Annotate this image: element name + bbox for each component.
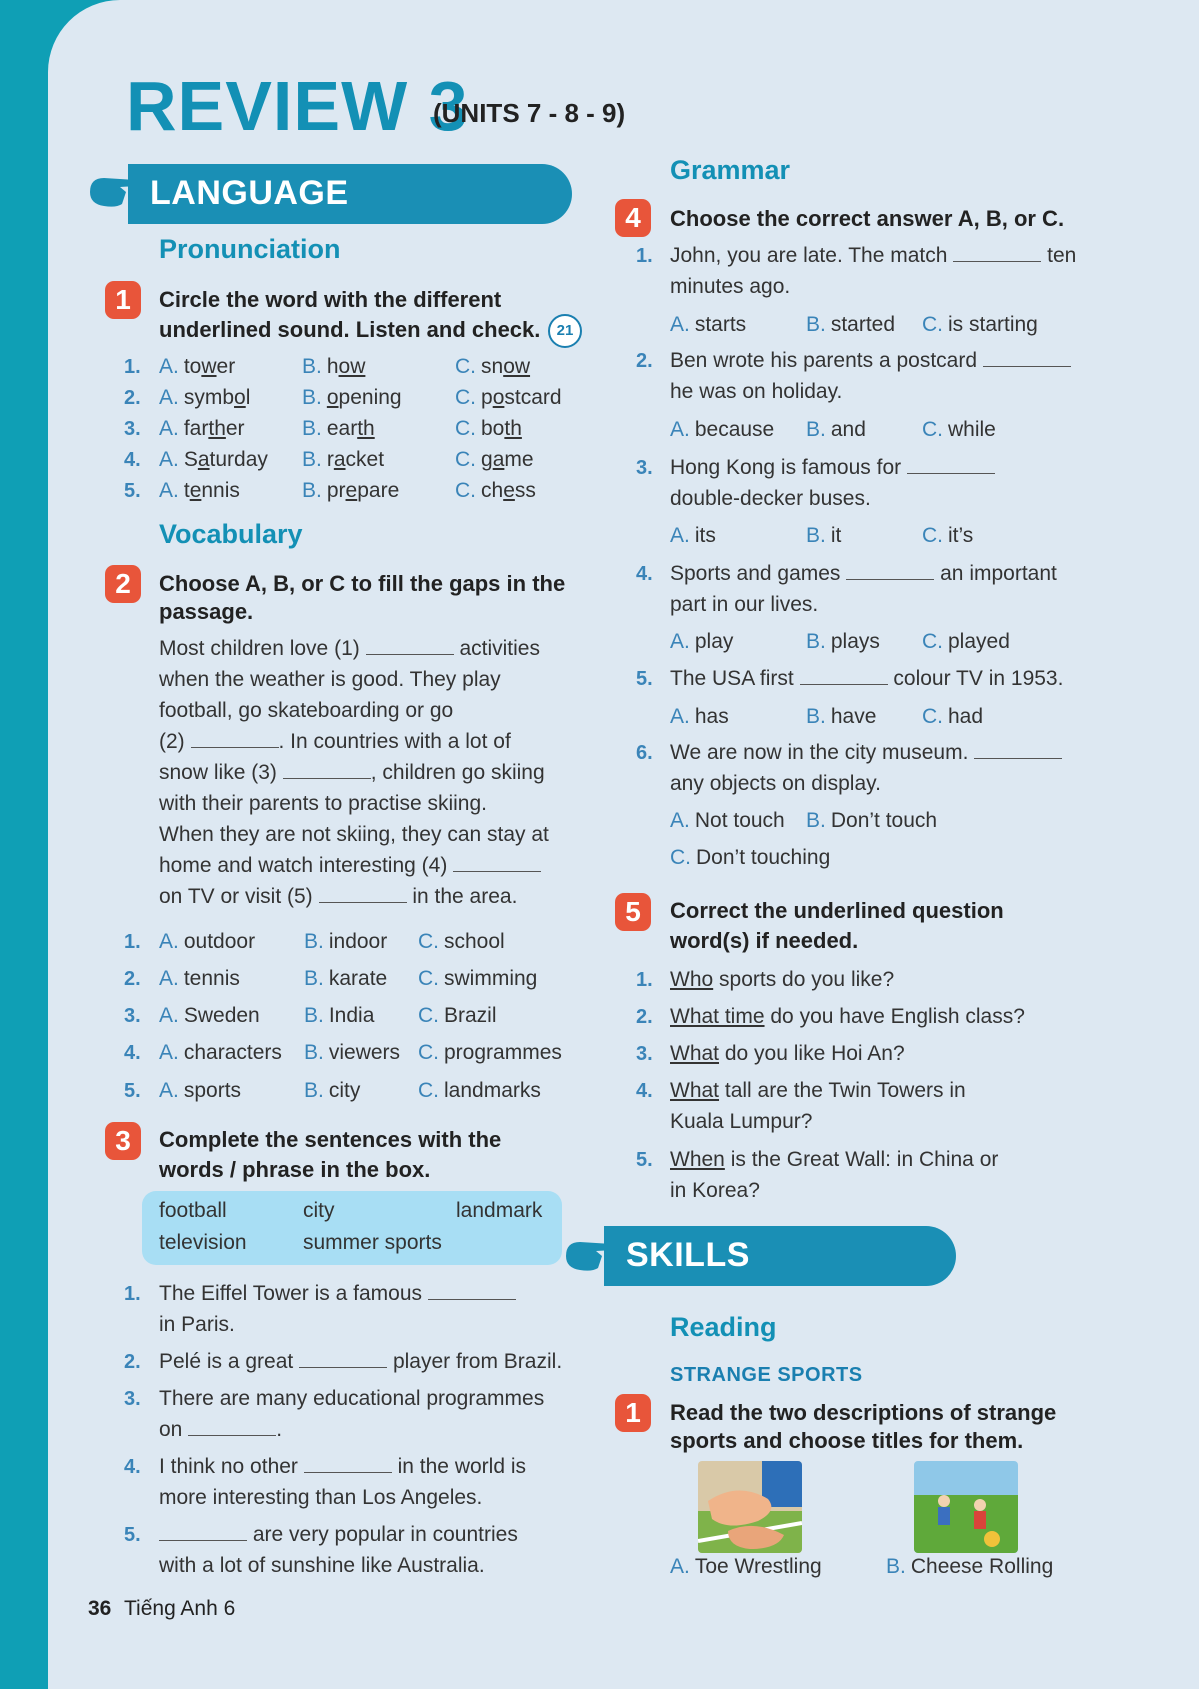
- item-number: 1.: [124, 1283, 141, 1305]
- sentence-line: The Eiffel Tower is a famous: [159, 1278, 516, 1309]
- underlined-word[interactable]: What: [670, 1079, 720, 1102]
- option-b[interactable]: B. indoor: [304, 930, 388, 953]
- item-number: 3.: [636, 1043, 653, 1065]
- option-a[interactable]: A. sports: [159, 1079, 242, 1102]
- exercise-1-instruction-line1: Circle the word with the different: [159, 287, 502, 312]
- option-c[interactable]: C. played: [922, 630, 1010, 653]
- blank[interactable]: [800, 666, 888, 685]
- exercise-3-badge: 3: [105, 1122, 141, 1160]
- question-line: part in our lives.: [670, 593, 819, 616]
- item-number: 5.: [124, 1524, 141, 1546]
- exercise-5-instruction-line1: Correct the underlined question: [670, 898, 1004, 923]
- option-b[interactable]: B. city: [304, 1079, 361, 1102]
- passage-line: with their parents to practise skiing.: [159, 792, 487, 815]
- row-number: 3.: [124, 418, 141, 440]
- option-a[interactable]: A. Not touch: [670, 809, 785, 832]
- reading-heading: Reading: [670, 1312, 777, 1342]
- sentence-line: on .: [159, 1418, 283, 1441]
- question-line: he was on holiday.: [670, 380, 843, 403]
- word-box-item: football: [159, 1199, 227, 1222]
- exercise-1-badge: 1: [105, 281, 141, 319]
- option-a[interactable]: A. has: [670, 705, 729, 728]
- underlined-word[interactable]: What: [670, 1042, 720, 1065]
- option-c[interactable]: C. chess: [455, 479, 536, 502]
- language-banner: [128, 164, 572, 224]
- question-line: What time do you have English class?: [670, 1005, 1025, 1028]
- cheese-rolling-picture: [914, 1461, 1018, 1553]
- option-a[interactable]: A. play: [670, 630, 734, 653]
- item-number: 5.: [636, 1149, 653, 1171]
- row-number: 5.: [124, 1080, 141, 1102]
- passage-line: When they are not skiing, they can stay at: [159, 823, 549, 846]
- book-title: Tiếng Anh 6: [124, 1597, 236, 1620]
- question-number: 6.: [636, 742, 653, 764]
- blank[interactable]: [846, 561, 934, 580]
- option-b[interactable]: B. viewers: [304, 1041, 401, 1064]
- option-c[interactable]: C. while: [922, 418, 996, 441]
- passage-line: (2) . In countries with a lot of: [159, 730, 511, 753]
- word-box-item: summer sports: [303, 1231, 442, 1254]
- option-a[interactable]: A. farther: [159, 417, 245, 440]
- exercise-1-instruction-line2: underlined sound. Listen and check.: [159, 317, 541, 342]
- question-line: Hong Kong is famous for: [670, 452, 995, 483]
- option-a[interactable]: A. symbol: [159, 386, 251, 409]
- option-b[interactable]: B. Don’t touch: [806, 809, 938, 832]
- row-number: 4.: [124, 1042, 141, 1064]
- sentence-line: with a lot of sunshine like Australia.: [159, 1554, 485, 1577]
- gap-4[interactable]: [453, 853, 541, 872]
- option-b[interactable]: B. and: [806, 418, 866, 441]
- pronunciation-heading: Pronunciation: [159, 234, 341, 264]
- word-box-item: television: [159, 1231, 247, 1254]
- blank[interactable]: [428, 1281, 516, 1300]
- page-title: REVIEW 3: [126, 67, 469, 145]
- toe-wrestling-picture: [698, 1461, 802, 1553]
- passage-line: when the weather is good. They play: [159, 668, 501, 691]
- option-b[interactable]: B. have: [806, 705, 877, 728]
- question-line: minutes ago.: [670, 275, 791, 298]
- question-line: John, you are late. The match ten: [670, 244, 1077, 267]
- skills-banner-label: SKILLS: [626, 1236, 750, 1274]
- picture-b-caption: B. Cheese Rolling: [886, 1555, 1054, 1578]
- blank[interactable]: [907, 455, 995, 474]
- option-c[interactable]: C. landmarks: [418, 1079, 541, 1102]
- grammar-heading: Grammar: [670, 155, 791, 185]
- option-a[interactable]: A. Sweden: [159, 1004, 260, 1027]
- row-number: 2.: [124, 968, 141, 990]
- option-a[interactable]: A. its: [670, 524, 716, 547]
- word-box: [142, 1191, 562, 1265]
- option-c[interactable]: C. swimming: [418, 967, 538, 990]
- question-number: 5.: [636, 668, 653, 690]
- gap-1[interactable]: [366, 636, 454, 655]
- passage-line: home and watch interesting (4): [159, 850, 541, 881]
- row-number: 3.: [124, 1005, 141, 1027]
- question-line: When is the Great Wall: in China or: [670, 1148, 999, 1171]
- question-line: double-decker buses.: [670, 487, 871, 510]
- option-a[interactable]: A. characters: [159, 1041, 282, 1064]
- picture-a-caption: A. Toe Wrestling: [670, 1555, 822, 1578]
- sentence-line: are very popular in countries: [159, 1519, 518, 1550]
- skills-exercise-1-badge: 1: [615, 1394, 651, 1432]
- sentence-line: There are many educational programmes: [159, 1387, 545, 1410]
- option-b[interactable]: B. racket: [302, 448, 385, 471]
- option-c[interactable]: C. programmes: [418, 1041, 562, 1064]
- exercise-5-badge: 5: [615, 893, 651, 931]
- option-c[interactable]: C. is starting: [922, 313, 1038, 336]
- exercise-2-badge: 2: [105, 565, 141, 603]
- blank[interactable]: [953, 243, 1041, 262]
- row-number: 2.: [124, 387, 141, 409]
- page-number: 36: [88, 1597, 112, 1620]
- exercise-5-instruction-line2: word(s) if needed.: [670, 928, 859, 953]
- exercise-4-instruction: Choose the correct answer A, B, or C.: [670, 206, 1065, 231]
- row-number: 4.: [124, 449, 141, 471]
- question-number: 4.: [636, 563, 653, 585]
- option-b[interactable]: B. it: [806, 524, 842, 547]
- option-b[interactable]: B. plays: [806, 630, 880, 653]
- exercise-2-instruction-line2: passage.: [159, 599, 254, 624]
- question-line: Sports and games an important: [670, 562, 1057, 585]
- passage-line: Most children love (1) activities: [159, 637, 540, 660]
- skills-instruction-line1: Read the two descriptions of strange: [670, 1400, 1057, 1425]
- question-number: 1.: [636, 245, 653, 267]
- blank[interactable]: [299, 1349, 387, 1368]
- item-number: 4.: [636, 1080, 653, 1102]
- option-c[interactable]: C. snow: [455, 355, 531, 378]
- option-a[interactable]: A. because: [670, 418, 775, 441]
- option-a[interactable]: A. Saturday: [159, 448, 268, 471]
- gap-5[interactable]: [319, 884, 407, 903]
- skills-banner: [604, 1226, 956, 1286]
- gap-2[interactable]: [191, 729, 279, 748]
- sentence-line: in Paris.: [159, 1313, 235, 1336]
- question-number: 3.: [636, 457, 653, 479]
- question-line: Who sports do you like?: [670, 968, 895, 991]
- language-banner-label: LANGUAGE: [150, 174, 349, 212]
- passage-line: football, go skateboarding or go: [159, 699, 454, 722]
- option-b[interactable]: B. prepare: [302, 479, 400, 502]
- option-a[interactable]: A. outdoor: [159, 930, 256, 953]
- page: [48, 0, 1199, 1689]
- row-number: 1.: [124, 356, 141, 378]
- item-number: 4.: [124, 1456, 141, 1478]
- option-c[interactable]: C. it’s: [922, 524, 974, 547]
- blank[interactable]: [983, 348, 1071, 367]
- item-number: 2.: [636, 1006, 653, 1028]
- exercise-2-instruction-line1: Choose A, B, or C to fill the gaps in the: [159, 571, 566, 596]
- option-b[interactable]: B. earth: [302, 417, 375, 440]
- sentence-line: more interesting than Los Angeles.: [159, 1486, 483, 1509]
- exercise-4-badge: 4: [615, 199, 651, 237]
- word-box-item: city: [303, 1199, 335, 1222]
- blank[interactable]: [188, 1417, 276, 1436]
- skills-instruction-line2: sports and choose titles for them.: [670, 1428, 1024, 1453]
- underlined-word[interactable]: Who: [670, 968, 714, 991]
- option-c[interactable]: C. Don’t touching: [670, 846, 831, 869]
- question-line: in Korea?: [670, 1179, 760, 1202]
- option-c[interactable]: C. Brazil: [418, 1004, 497, 1027]
- option-b[interactable]: B. karate: [304, 967, 388, 990]
- row-number: 1.: [124, 931, 141, 953]
- option-b[interactable]: B. started: [806, 313, 896, 336]
- question-line: any objects on display.: [670, 772, 881, 795]
- option-c[interactable]: C. had: [922, 705, 984, 728]
- item-number: 3.: [124, 1388, 141, 1410]
- underlined-word[interactable]: What time: [670, 1005, 765, 1028]
- passage-line: snow like (3) , children go skiing: [159, 761, 545, 784]
- option-a[interactable]: A. tennis: [159, 479, 240, 502]
- option-c[interactable]: C. game: [455, 448, 534, 471]
- blank[interactable]: [974, 740, 1062, 759]
- question-line: We are now in the city museum.: [670, 737, 1062, 768]
- sentence-line: Pelé is a great player from Brazil.: [159, 1350, 563, 1373]
- exercise-3-instruction-line2: words / phrase in the box.: [159, 1157, 431, 1182]
- question-line: The USA first colour TV in 1953.: [670, 667, 1064, 690]
- vocabulary-heading: Vocabulary: [159, 519, 303, 549]
- audio-track-icon[interactable]: 21: [548, 314, 582, 348]
- item-number: 1.: [636, 969, 653, 991]
- question-line: Ben wrote his parents a postcard: [670, 345, 1071, 376]
- question-line: What tall are the Twin Towers in: [670, 1079, 966, 1102]
- question-line: What do you like Hoi An?: [670, 1042, 905, 1065]
- option-b[interactable]: B. opening: [302, 386, 402, 409]
- option-b[interactable]: B. India: [304, 1004, 375, 1027]
- sentence-line: I think no other in the world is: [159, 1455, 526, 1478]
- option-c[interactable]: C. both: [455, 417, 522, 440]
- option-a[interactable]: A. starts: [670, 313, 747, 336]
- blank[interactable]: [304, 1454, 392, 1473]
- option-c[interactable]: C. school: [418, 930, 505, 953]
- underlined-word[interactable]: When: [670, 1148, 725, 1171]
- option-a[interactable]: A. tennis: [159, 967, 240, 990]
- word-box-item: landmark: [456, 1199, 543, 1222]
- question-number: 2.: [636, 350, 653, 372]
- blank[interactable]: [159, 1522, 247, 1541]
- reading-subheading: STRANGE SPORTS: [670, 1364, 863, 1386]
- passage-line: on TV or visit (5) in the area.: [159, 885, 518, 908]
- option-b[interactable]: B. how: [302, 355, 366, 378]
- option-c[interactable]: C. postcard: [455, 386, 562, 409]
- item-number: 2.: [124, 1351, 141, 1373]
- option-a[interactable]: A. tower: [159, 355, 236, 378]
- question-line: Kuala Lumpur?: [670, 1110, 813, 1133]
- gap-3[interactable]: [283, 760, 371, 779]
- page-subtitle: (UNITS 7 - 8 - 9): [433, 98, 626, 128]
- row-number: 5.: [124, 480, 141, 502]
- exercise-3-instruction-line1: Complete the sentences with the: [159, 1127, 502, 1152]
